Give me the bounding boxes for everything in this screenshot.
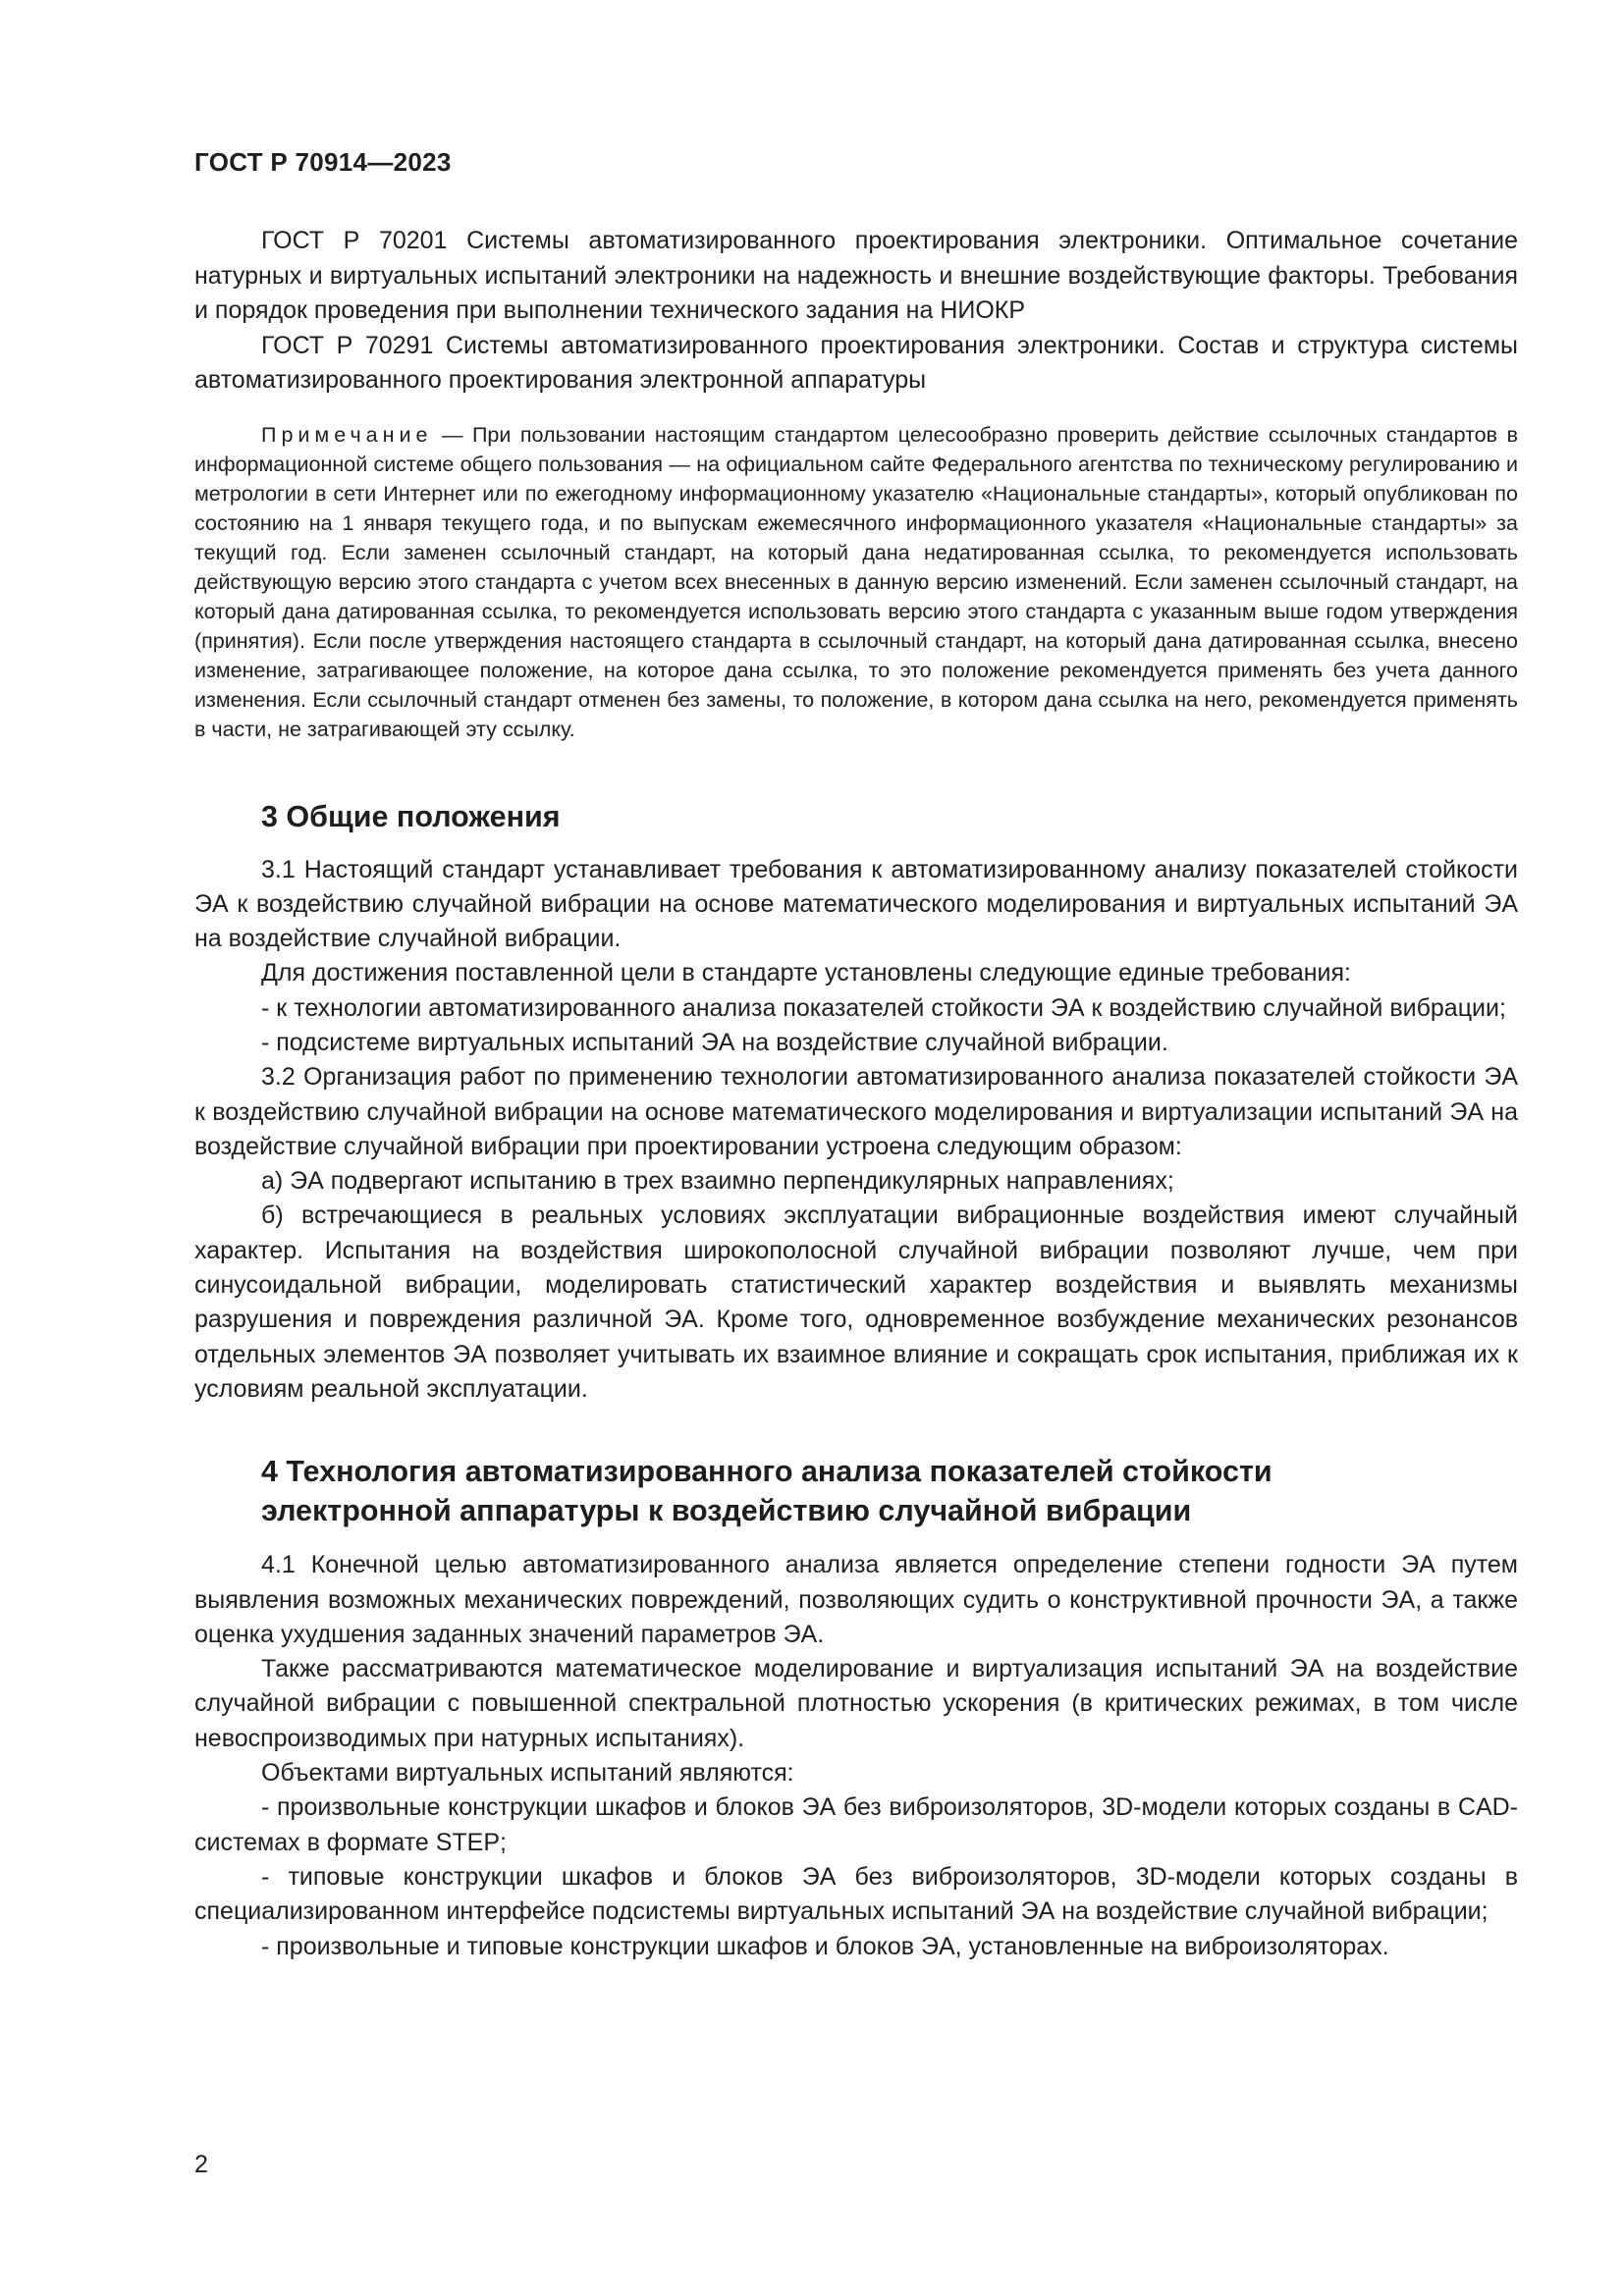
section-4-list-item: - произвольные конструкции шкафов и блоков ЭА без виброизоляторов, 3D-модели которых созданы в CAD-системах в формате STEP;	[194, 1793, 1518, 1856]
section-3-list-item: - к технологии автоматизированного анализа показателей стойкости ЭА к воздействию случайной вибрации;	[261, 993, 1506, 1022]
section-4-list-item: - произвольные и типовые конструкции шкафов и блоков ЭА, установленные на виброизоляторах.	[261, 1932, 1389, 1960]
page-number: 2	[194, 2151, 208, 2178]
section-3-list-item: а) ЭА подвергают испытанию в трех взаимно перпендикулярных направлениях;	[261, 1167, 1174, 1196]
section-4-title-line-1: 4 Технология автоматизированного анализа показателей стойкости	[261, 1455, 1272, 1489]
reference-gost-70201: ГОСТ Р 70201 Системы автоматизированного проектирования электроники. Оптимальное сочетание натурных и виртуальных испытаний электроники на надежность и внешние воздействующие факторы. Требования и порядок проведения при выполнении технического задания на НИОКР	[194, 227, 1518, 324]
section-3-paragraph: 3.1 Настоящий стандарт устанавливает требования к автоматизированному анализу показателей стойкости ЭА к воздействию случайной вибрации на основе математического моделирования и виртуальных испытаний ЭА на воздействие случайной вибрации.	[194, 855, 1518, 953]
page-content	[194, 224, 1518, 1964]
section-3-paragraph: Для достижения поставленной цели в стандарте установлены следующие единые требования:	[261, 959, 1351, 988]
section-3-list-item: б) встречающиеся в реальных условиях эксплуатации вибрационные воздействия имеют случайный характер. Испытания на воздействия широкополосной случайной вибрации позволяют лучше, чем при синусоидальной вибрации, моделировать статистический характер воздействия и выявлять механизмы разрушения и повреждения различной ЭА. Кроме того, одновременное возбуждение механических резонансов отдельных элементов ЭА позволяет учитывать их взаимное влияние и сокращать срок испытания, приближая их к условиям реальной эксплуатации.	[194, 1201, 1518, 1403]
section-3-paragraph: 3.2 Организация работ по применению технологии автоматизированного анализа показателей стойкости ЭА к воздействию случайной вибрации на основе математического моделирования и виртуализации испытаний ЭА на воздействие случайной вибрации при проектировании устроена следующим образом:	[194, 1063, 1518, 1160]
reference-note	[194, 420, 1518, 744]
note-text: — При пользовании настоящим стандартом целесообразно проверить действие ссылочных стандартов в информационной системе общего пользования — на официальном сайте Федерального агентства по техническому регулированию и метрологии в сети Интернет или по ежегодному информационному указателю «Национальные стандарты», который опубликован по состоянию на 1 января текущего года, и по выпускам ежемесячного информационного указателя «Национальные стандарты» за текущий год. Если заменен ссылочный стандарт, на который дана недатированная ссылка, то рекомендуется использовать действующую версию этого стандарта с учетом всех внесенных в данную версию изменений. Если заменен ссылочный стандарт, на который дана датированная ссылка, то рекомендуется использовать версию этого стандарта с указанным выше годом утверждения (принятия). Если после утверждения настоящего стандарта в ссылочный стандарт, на который дана датированная ссылка, внесено изменение, затрагивающее положение, на которое дана ссылка, то это положение рекомендуется применять без учета данного изменения. Если ссылочный стандарт отменен без замены, то положение, в котором дана ссылка на него, рекомендуется применять в части, не затрагивающей эту ссылку.	[194, 422, 1518, 741]
section-4-paragraph: Также рассматриваются математическое моделирование и виртуализация испытаний ЭА на воздействие случайной вибрации с повышенной спектральной плотностью ускорения (в критических режимах, в том числе невоспроизводимых при натурных испытаниях).	[194, 1655, 1518, 1752]
section-4-title	[194, 1452, 1518, 1530]
section-4-title-line-2: электронной аппаратуры к воздействию случайной вибрации	[261, 1494, 1192, 1528]
note-label: Примечание	[261, 422, 433, 447]
section-3-title: 3 Общие положения	[261, 799, 561, 833]
section-4-paragraph: Объектами виртуальных испытаний являются:	[261, 1759, 794, 1788]
section-3-list-item: - подсистеме виртуальных испытаний ЭА на воздействие случайной вибрации.	[261, 1028, 1168, 1056]
standard-code-header: ГОСТ Р 70914—2023	[194, 147, 452, 177]
section-4-paragraph: 4.1 Конечной целью автоматизированного анализа является определение степени годности ЭА путем выявления возможных механических повреждений, позволяющих судить о конструктивной прочности ЭА, а также оценка ухудшения заданных значений параметров ЭА.	[194, 1551, 1518, 1648]
reference-gost-70291: ГОСТ Р 70291 Системы автоматизированного проектирования электроники. Состав и структура системы автоматизированного проектирования электронной аппаратуры	[194, 331, 1518, 394]
section-4-list-item: - типовые конструкции шкафов и блоков ЭА без виброизоляторов, 3D-модели которых созданы в специализированном интерфейсе подсистемы виртуальных испытаний ЭА на воздействие случайной вибрации;	[194, 1862, 1518, 1926]
